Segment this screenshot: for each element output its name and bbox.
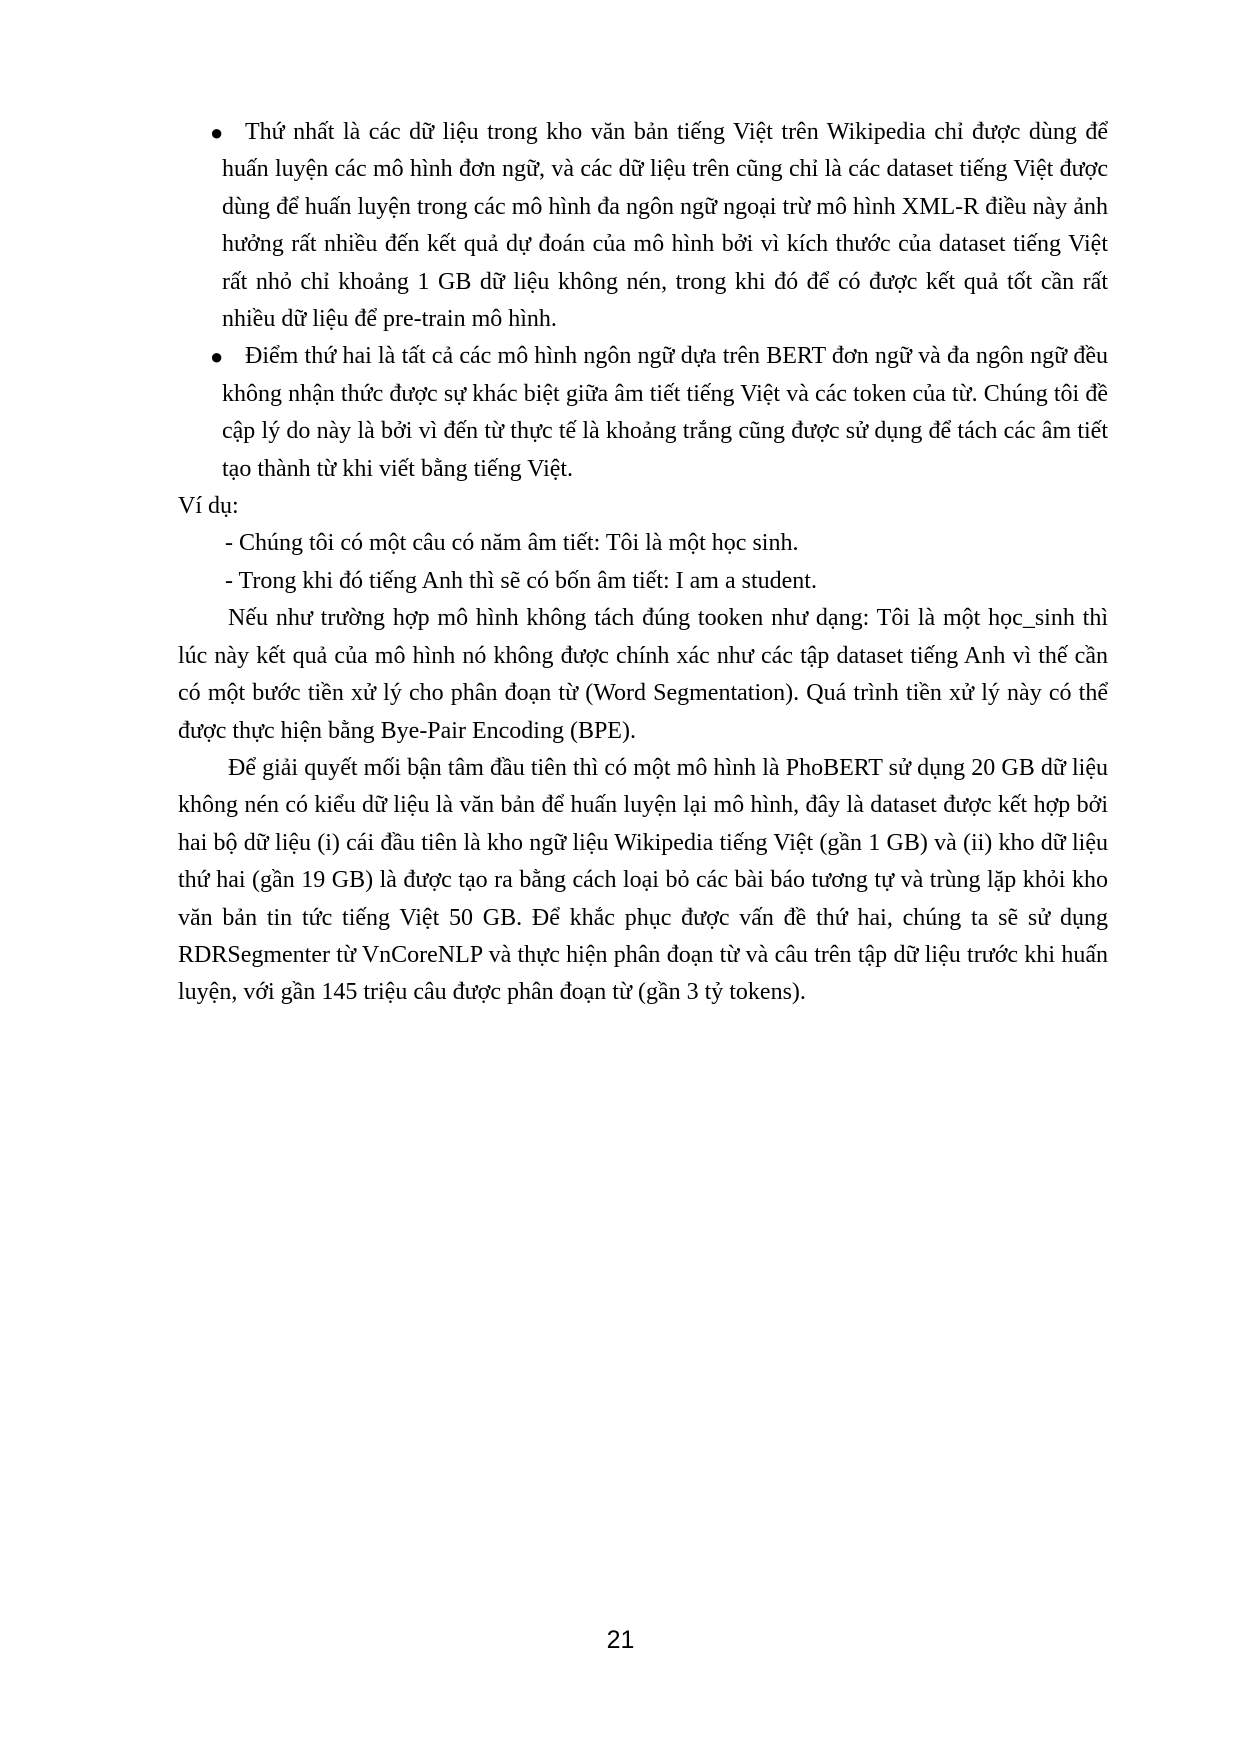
bullet-item-syllable-awareness xyxy=(178,338,1108,488)
example-item-english: - Trong khi đó tiếng Anh thì sẽ có bốn âm tiết: I am a student. xyxy=(225,567,817,594)
bullet-item-dataset-size xyxy=(178,114,1108,338)
paragraph-phobert: Để giải quyết mối bận tâm đầu tiên thì có một mô hình là PhoBERT sử dụng 20 GB dữ liệu không nén có kiểu dữ liệu là văn bản để huấn luyện lại mô hình, đây là dataset được kết hợp bởi hai bộ dữ liệu (i) cái đầu tiên là kho ngữ liệu Wikipedia tiếng Việt (gần 1 GB) và (ii) kho dữ liệu thứ hai (gần 19 GB) là được tạo ra bằng cách loại bỏ các bài báo tương tự và trùng lặp khỏi kho văn bản tin tức tiếng Việt 50 GB. Để khắc phục được vấn đề thứ hai, chúng ta sẽ sử dụng RDRSegmenter từ VnCoreNLP và thực hiện phân đoạn từ và câu trên tập dữ liệu trước khi huấn luyện, với gần 145 triệu câu được phân đoạn từ (gần 3 tỷ tokens). xyxy=(178,754,1108,1006)
page-number: 21 xyxy=(606,1626,635,1654)
paragraph-word-segmentation: Nếu như trường hợp mô hình không tách đúng tooken như dạng: Tôi là một học_sinh thì lúc này kết quả của mô hình nó không được chính xác như các tập dataset tiếng Anh vì thế cần có một bước tiền xử lý cho phân đoạn từ (Word Segmentation). Quá trình tiền xử lý này có thể được thực hiện bằng Bye-Pair Encoding (BPE). xyxy=(178,605,1108,744)
bullet-list xyxy=(178,114,1108,488)
example-item-vietnamese: - Chúng tôi có một câu có năm âm tiết: Tôi là một học sinh. xyxy=(225,530,799,557)
bullet-icon: ● xyxy=(210,344,224,370)
bullet-item-text: Thứ nhất là các dữ liệu trong kho văn bản tiếng Việt trên Wikipedia chỉ được dùng để huấn luyện các mô hình đơn ngữ, và các dữ liệu trên cũng chỉ là các dataset tiếng Việt được dùng để huấn luyện trong các mô hình đa ngôn ngữ ngoại trừ mô hình XML-R điều này ảnh hưởng rất nhiều đến kết quả dự đoán của mô hình bởi vì kích thước của dataset tiếng Việt rất nhỏ chỉ khoảng 1 GB dữ liệu không nén, trong khi đó để có được kết quả tốt cần rất nhiều dữ liệu để pre-train mô hình. xyxy=(222,119,1108,333)
example-label: Ví dụ: xyxy=(178,493,239,520)
bullet-item-text: Điểm thứ hai là tất cả các mô hình ngôn ngữ dựa trên BERT đơn ngữ và đa ngôn ngữ đều không nhận thức được sự khác biệt giữa âm tiết tiếng Việt và các token của từ. Chúng tôi đề cập lý do này là bởi vì đến từ thực tế là khoảng trắng cũng được sử dụng để tách các âm tiết tạo thành từ khi viết bằng tiếng Việt. xyxy=(222,343,1108,482)
content-area xyxy=(178,114,1108,1012)
bullet-icon: ● xyxy=(210,120,224,145)
